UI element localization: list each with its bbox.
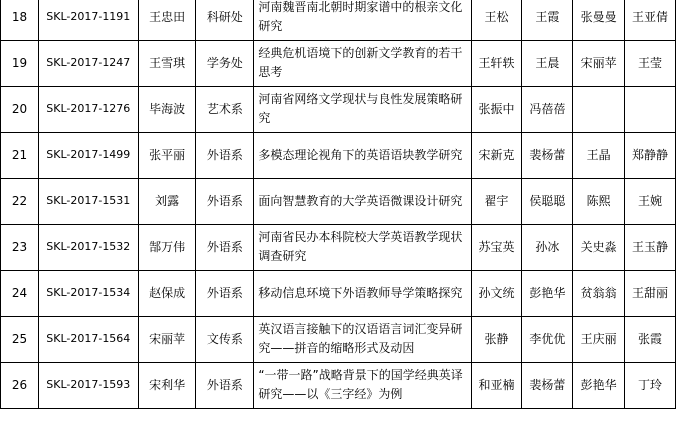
project-code-cell: SKL-2017-1531	[38, 178, 138, 224]
project-title-cell: 河南魏晋南北朝时期家谱中的根亲文化研究	[254, 0, 471, 40]
row-number-cell: 21	[1, 132, 39, 178]
row-number-cell: 19	[1, 40, 39, 86]
member-3-cell: 贫翁翁	[573, 270, 625, 316]
member-2-cell: 裴杨蕾	[522, 362, 573, 408]
department-cell: 文传系	[196, 316, 254, 362]
member-3-cell: 陈熙	[573, 178, 625, 224]
project-code-cell: SKL-2017-1276	[38, 86, 138, 132]
leader-name-cell: 赵保成	[138, 270, 196, 316]
project-code-cell: SKL-2017-1564	[38, 316, 138, 362]
member-4-cell: 王莹	[625, 40, 676, 86]
member-3-cell: 宋丽苹	[573, 40, 625, 86]
table-row	[1, 178, 676, 224]
department-cell: 学务处	[196, 40, 254, 86]
table-row	[1, 132, 676, 178]
project-title-cell: 面向智慧教育的大学英语微课设计研究	[254, 178, 471, 224]
leader-name-cell: 宋利华	[138, 362, 196, 408]
member-1-cell: 翟宇	[471, 178, 522, 224]
row-number-cell: 20	[1, 86, 39, 132]
leader-name-cell: 王忠田	[138, 0, 196, 40]
leader-name-cell: 毕海波	[138, 86, 196, 132]
member-4-cell: 丁玲	[625, 362, 676, 408]
project-code-cell: SKL-2017-1532	[38, 224, 138, 270]
member-2-cell: 彭艳华	[522, 270, 573, 316]
project-title-cell: 多模态理论视角下的英语语块教学研究	[254, 132, 471, 178]
table-row	[1, 0, 676, 40]
member-2-cell: 裴杨蕾	[522, 132, 573, 178]
table-row	[1, 40, 676, 86]
table-row	[1, 270, 676, 316]
member-4-cell: 王亚倩	[625, 0, 676, 40]
member-1-cell: 张静	[471, 316, 522, 362]
department-cell: 外语系	[196, 132, 254, 178]
project-code-cell: SKL-2017-1499	[38, 132, 138, 178]
member-4-cell: 郑静静	[625, 132, 676, 178]
project-code-cell: SKL-2017-1247	[38, 40, 138, 86]
department-cell: 科研处	[196, 0, 254, 40]
member-3-cell: 关史淼	[573, 224, 625, 270]
department-cell: 外语系	[196, 270, 254, 316]
member-2-cell: 王霞	[522, 0, 573, 40]
project-title-cell: 经典危机语境下的创新文学教育的若干思考	[254, 40, 471, 86]
project-title-cell: 河南省网络文学现状与良性发展策略研究	[254, 86, 471, 132]
member-2-cell: 孙冰	[522, 224, 573, 270]
department-cell: 外语系	[196, 224, 254, 270]
member-2-cell: 李优优	[522, 316, 573, 362]
table-body	[1, 0, 676, 408]
member-2-cell: 侯聪聪	[522, 178, 573, 224]
project-code-cell: SKL-2017-1191	[38, 0, 138, 40]
member-3-cell: 王庆丽	[573, 316, 625, 362]
project-title-cell: 英汉语言接触下的汉语语言词汇变异研究——拼音的缩略形式及动因	[254, 316, 471, 362]
leader-name-cell: 王雪琪	[138, 40, 196, 86]
member-2-cell: 冯蓓蓓	[522, 86, 573, 132]
project-code-cell: SKL-2017-1593	[38, 362, 138, 408]
project-title-cell: 移动信息环境下外语教师导学策略探究	[254, 270, 471, 316]
project-title-cell: 河南省民办本科院校大学英语教学现状调查研究	[254, 224, 471, 270]
department-cell: 外语系	[196, 178, 254, 224]
row-number-cell: 22	[1, 178, 39, 224]
member-1-cell: 苏宝英	[471, 224, 522, 270]
department-cell: 外语系	[196, 362, 254, 408]
member-1-cell: 和亚楠	[471, 362, 522, 408]
table-row	[1, 316, 676, 362]
row-number-cell: 24	[1, 270, 39, 316]
row-number-cell: 23	[1, 224, 39, 270]
member-4-cell: 王婉	[625, 178, 676, 224]
table-row	[1, 362, 676, 408]
leader-name-cell: 张平丽	[138, 132, 196, 178]
project-title-cell: “一带一路”战略背景下的国学经典英译研究——以《三字经》为例	[254, 362, 471, 408]
member-1-cell: 张振中	[471, 86, 522, 132]
member-4-cell: 王甜丽	[625, 270, 676, 316]
member-4-cell: 张霞	[625, 316, 676, 362]
member-1-cell: 孙文统	[471, 270, 522, 316]
member-3-cell: 王晶	[573, 132, 625, 178]
row-number-cell: 25	[1, 316, 39, 362]
leader-name-cell: 宋丽苹	[138, 316, 196, 362]
leader-name-cell: 郜万伟	[138, 224, 196, 270]
member-3-cell: 张曼曼	[573, 0, 625, 40]
member-4-cell: 王玉静	[625, 224, 676, 270]
row-number-cell: 26	[1, 362, 39, 408]
table-row	[1, 224, 676, 270]
member-1-cell: 王轩轶	[471, 40, 522, 86]
member-1-cell: 王松	[471, 0, 522, 40]
member-3-cell	[573, 86, 625, 132]
member-3-cell: 彭艳华	[573, 362, 625, 408]
department-cell: 艺术系	[196, 86, 254, 132]
table-row	[1, 86, 676, 132]
leader-name-cell: 刘露	[138, 178, 196, 224]
row-number-cell: 18	[1, 0, 39, 40]
member-1-cell: 宋新克	[471, 132, 522, 178]
member-2-cell: 王晨	[522, 40, 573, 86]
project-code-cell: SKL-2017-1534	[38, 270, 138, 316]
member-4-cell	[625, 86, 676, 132]
